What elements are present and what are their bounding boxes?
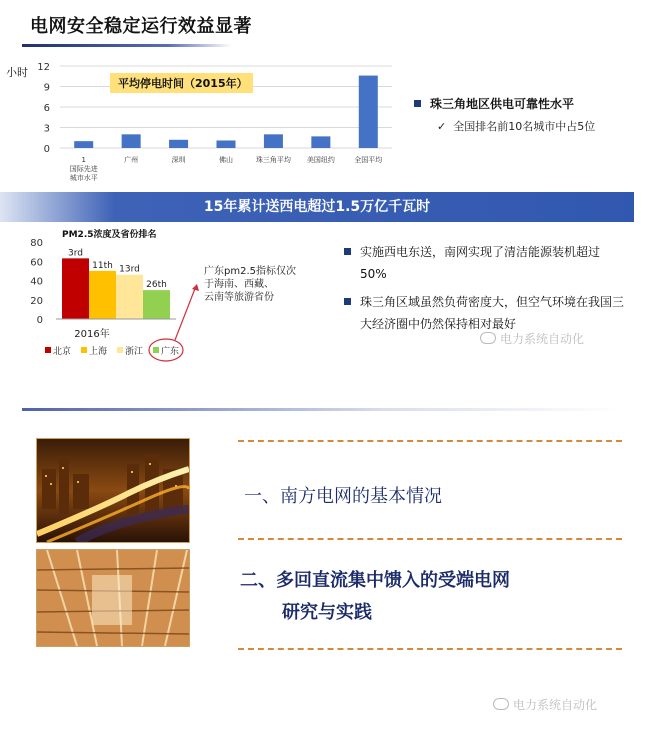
section-divider: [22, 408, 622, 411]
valve-hall-image: [37, 550, 189, 646]
legend-label: 上海: [89, 347, 108, 357]
bullet-text: 实施西电东送，南网实现了清洁能源装机超过50%: [360, 245, 601, 281]
pm25-chart-group: [30, 238, 296, 361]
legend-label: 浙江: [125, 347, 144, 357]
square-bullet-icon: [414, 100, 421, 107]
category-label: 佛山: [219, 156, 233, 164]
watermark-text: 电力系统自动化: [500, 332, 585, 346]
title-underline: [22, 44, 232, 47]
y-tick-label: 20: [30, 295, 43, 307]
data-label: 13rd: [119, 264, 140, 275]
watermark-bottom: [493, 696, 597, 713]
annotation-text: 云南等旅游省份: [204, 292, 274, 303]
bullet-text: 珠三角区域虽然负荷密度大，但空气环境在我国三大经济圈中仍然保持相对最好: [360, 295, 625, 331]
data-label: 3rd: [68, 248, 83, 259]
y-axis-label: 小时: [6, 66, 28, 79]
bar: [143, 290, 170, 319]
bullet-item: [344, 291, 634, 335]
category-label: 美国纽约: [306, 156, 335, 164]
check-icon: ✓: [437, 120, 447, 133]
data-label: 11th: [92, 260, 113, 271]
annotation-arrow: [175, 286, 196, 340]
valve-hall-photo: [36, 549, 190, 647]
bar: [169, 140, 188, 148]
arrow-head-icon: [192, 284, 199, 291]
y-tick-label: 60: [30, 257, 43, 269]
category-label: 珠三角平均: [255, 156, 291, 164]
y-tick-label: 0: [43, 144, 50, 155]
city-night-image: [37, 439, 189, 542]
reliability-note: [414, 95, 574, 112]
x-axis-label: 2016年: [74, 329, 110, 340]
dashed-separator: [238, 538, 622, 540]
watermark-top: [480, 330, 584, 347]
bar: [122, 134, 141, 148]
bar: [359, 76, 378, 148]
category-label: 深圳: [171, 156, 186, 164]
legend-label: 北京: [53, 347, 72, 357]
banner-text: 15年累计送西电超过1.5万亿千瓦时: [203, 199, 431, 215]
bar: [62, 258, 89, 319]
y-tick-label: 9: [43, 82, 50, 94]
data-label: 26th: [146, 280, 167, 291]
category-label: 国际先进: [69, 165, 98, 173]
y-tick-label: 6: [43, 103, 50, 114]
bar: [74, 141, 93, 148]
legend-swatch: [45, 347, 51, 353]
y-tick-label: 80: [30, 238, 43, 249]
legend-swatch: [153, 347, 159, 353]
annotation-text: 广东pm2.5指标仅次: [204, 266, 296, 277]
bar: [89, 271, 116, 319]
legend-swatch: [81, 347, 87, 353]
category-label: 城市水平: [69, 174, 98, 182]
y-tick-label: 0: [36, 315, 43, 326]
pm25-chart: [0, 232, 330, 362]
toc-item-1: 一、南方电网的基本情况: [244, 486, 442, 507]
bar: [217, 140, 236, 148]
category-label: 广州: [124, 156, 139, 164]
dashed-separator: [238, 648, 622, 650]
y-tick-label: 12: [37, 62, 50, 73]
y-tick-label: 3: [43, 123, 50, 135]
toc-item-2: 二、多回直流集中馈入的受端电网: [240, 570, 510, 591]
outage-chart-group: [6, 62, 392, 182]
page-title: 电网安全稳定运行效益显著: [30, 16, 252, 37]
category-label: 1: [81, 156, 86, 164]
category-label: 全国平均: [354, 156, 383, 164]
square-bullet-icon: [344, 248, 351, 255]
reliability-note-text: 珠三角地区供电可靠性水平: [430, 97, 575, 111]
bar: [264, 134, 283, 148]
ranking-note: [437, 118, 595, 134]
outage-time-chart: [0, 56, 400, 191]
wechat-icon: [493, 698, 509, 710]
bullet-item: [344, 241, 634, 285]
dashed-separator: [238, 440, 622, 442]
bar: [311, 136, 330, 148]
legend-label: 广东: [161, 347, 180, 357]
bullet-list: [344, 241, 634, 335]
pm25-chart-title: PM2.5浓度及省份排名: [62, 230, 157, 240]
watermark-text: 电力系统自动化: [513, 698, 598, 712]
annotation-text: 于海南、西藏、: [204, 279, 274, 290]
toc-item-2-line2: 研究与实践: [282, 602, 372, 623]
legend-box-text: 平均停电时间（2015年）: [118, 77, 248, 90]
legend-swatch: [117, 347, 123, 353]
ranking-note-text: 全国排名前10名城市中占5位: [453, 120, 596, 133]
bar: [116, 275, 143, 319]
y-tick-label: 40: [30, 276, 43, 288]
city-night-photo: [36, 438, 190, 543]
wechat-icon: [480, 332, 496, 344]
square-bullet-icon: [344, 298, 351, 305]
